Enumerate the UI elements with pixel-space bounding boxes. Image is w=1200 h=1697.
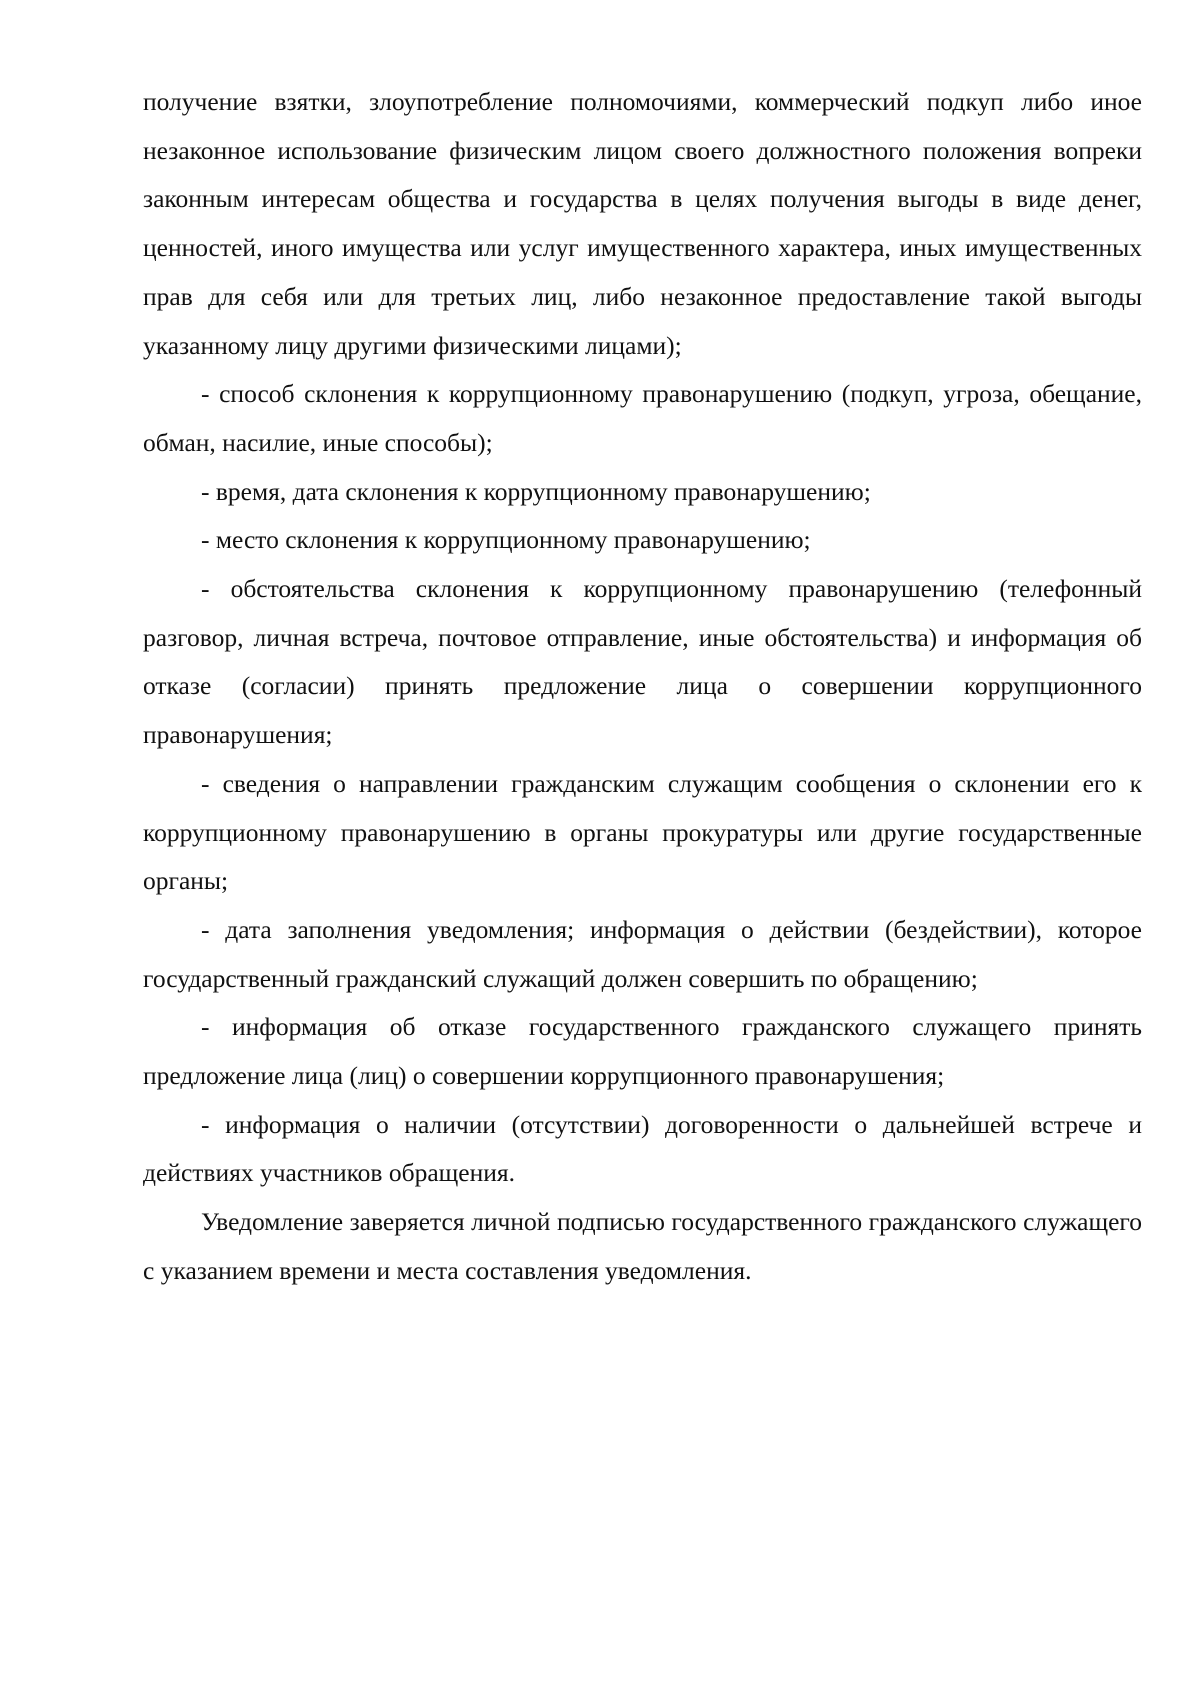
paragraph-signature-certification: Уведомление заверяется личной подписью государственного гражданского служащего с указанием времени и места составления уведомления. — [143, 1207, 1142, 1285]
paragraph-notice-date: - дата заполнения уведомления; информация о действии (бездействии), которое государственный гражданский служащий должен совершить по обращению; — [143, 914, 1142, 993]
paragraph-inducement-circumstances: - обстоятельства склонения к коррупционному правонарушению (телефонный разговор, личная встреча, почтовое отправление, иные обстоятельства) и информация об отказе (согласии) принять предложение лица о совершении коррупционного правонарушения; — [143, 574, 1142, 750]
paragraph-report-to-authorities: - сведения о направлении гражданским служащим сообщения о склонении его к коррупционному правонарушению в органы прокуратуры или другие государственные органы; — [143, 768, 1142, 896]
paragraph-inducement-place: - место склонения к коррупционному правонарушению; — [201, 525, 811, 555]
paragraph-refusal-info: - информация об отказе государственного гражданского служащего принять предложение лица (лиц) о совершении коррупционного правонарушения; — [143, 1012, 1142, 1091]
paragraph-intro-continuation: получение взятки, злоупотребление полномочиями, коммерческий подкуп либо иное незаконное использование физическим лицом своего должностного положения вопреки законным интересам общества и государства в целях получения выгоды в виде денег, ценностей, иного имущества или услуг имущественного характера, иных имущественных прав для себя или для третьих лиц, либо незаконное предоставление такой выгоды указанному лицу другими физическими лицами); — [143, 87, 1142, 360]
paragraph-inducement-method: - способ склонения к коррупционному правонарушению (подкуп, угроза, обещание, обман, насилие, иные способы); — [143, 379, 1142, 457]
paragraph-inducement-time: - время, дата склонения к коррупционному правонарушению; — [201, 476, 871, 506]
paragraph-further-meeting: - информация о наличии (отсутствии) договоренности о дальнейшей встрече и действиях участников обращения. — [143, 1109, 1142, 1188]
document-body — [143, 78, 1142, 1296]
